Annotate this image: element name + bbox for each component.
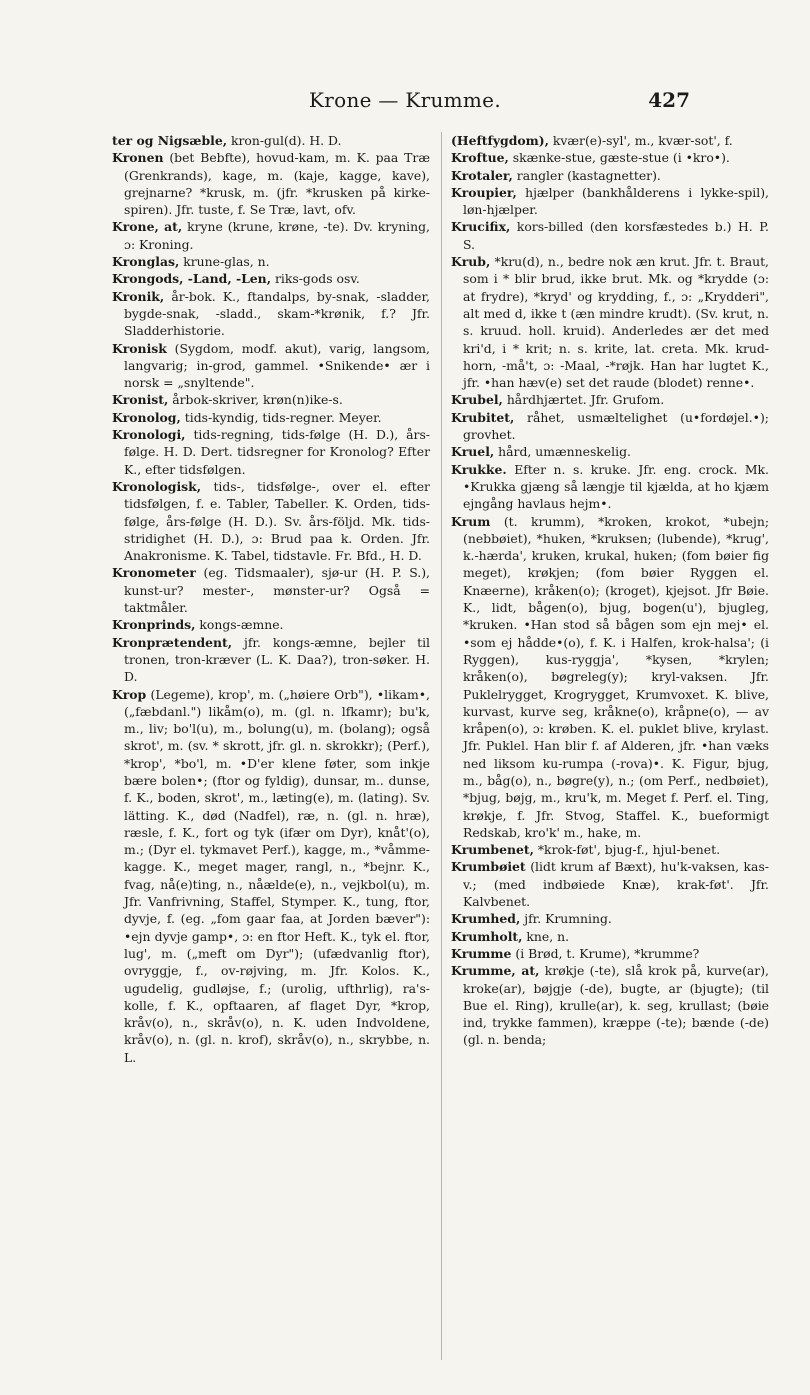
entry-headword: Kroftue,: [451, 150, 509, 166]
entry-definition: kvær(e)-syl', m., kvær-sot', f.: [552, 133, 733, 148]
dictionary-entry: [451, 149, 769, 166]
dictionary-entry: [451, 945, 769, 962]
entry-headword: Krubel,: [451, 392, 503, 408]
entry-headword: Krumbenet,: [451, 842, 534, 858]
dictionary-entry: [451, 858, 769, 910]
running-head: [0, 88, 810, 122]
entry-headword: Kronprætendent,: [112, 634, 233, 650]
dictionary-entry: [112, 218, 430, 253]
entry-headword: Kruel,: [451, 444, 495, 460]
entry-definition: Efter n. s. kruke. Jfr. eng. crock. Mk. •Krukka gjæng så længje til kjælda, at ho kjæm ejngång havlaus hejm•.: [463, 461, 769, 512]
entry-definition: råhet, usmæltelighet (u•fordøjel.•); grovhet.: [463, 409, 769, 443]
dictionary-entry: [451, 184, 769, 219]
page-title: Krone — Krumme.: [309, 88, 501, 112]
dictionary-entry: [451, 841, 769, 858]
entry-headword: Kronisk: [112, 340, 167, 356]
dictionary-entry: [451, 513, 769, 842]
dictionary-entry: [451, 461, 769, 513]
entry-definition: (lidt krum af Bæxt), hu'k-vaksen, kas-v.; (med indbøiede Knæ), krak-føt'. Jfr. Kalvbenet.: [463, 859, 769, 910]
entry-headword: Krumme: [451, 945, 512, 961]
entry-headword: Kronometer: [112, 565, 196, 581]
dictionary-entry: [451, 391, 769, 408]
dictionary-entry: [112, 478, 430, 564]
entry-headword: Krumbøiet: [451, 859, 526, 875]
dictionary-entry: [112, 270, 430, 287]
dictionary-entry: [451, 928, 769, 945]
entry-definition: *krok-føt', bjug-f., hjul-benet.: [537, 842, 721, 858]
dictionary-entry: [112, 149, 430, 218]
entry-headword: Krumhed,: [451, 911, 521, 927]
entry-definition: (Sygdom, modf. akut), varig, langsom, langvarig; in-grod, gammel. •Snikende• ær i norsk = „snyltende".: [124, 340, 430, 391]
entry-headword: Krub,: [451, 254, 491, 270]
entry-definition: hårdhjærtet. Jfr. Grufom.: [506, 392, 665, 408]
dictionary-entry: [451, 409, 769, 444]
dictionary-entry: [451, 132, 769, 149]
entry-headword: Kronologi,: [112, 427, 186, 443]
right-column: [451, 132, 769, 1049]
dictionary-entry: [112, 253, 430, 270]
entry-definition: riks-gods osv.: [274, 271, 360, 287]
entry-definition: *kru(d), n., bedre nok æn krut. Jfr. t. Braut, som i * blir brud, ikke brut. Mk. og *krydde (ɔ: at frydre), *kryd' og krydding, f., ɔ: „Krydderi", alt med d, ikke t (æn mindre krudt). (Sv. krut, n. s. kruud. holl. kruid). Anderledes ær det med kri'd, i * krit; n. s. krite, lat. creta. Mk. krud-horn, -må't, ɔ: -Maal, -*røjk. Han har lugtet K., jfr. •han hæv(e) set det raude (blodet) renne•.: [463, 254, 769, 391]
dictionary-entry: [112, 391, 430, 408]
entry-definition: rangler (kastagnetter).: [516, 167, 661, 183]
dictionary-entry: [112, 409, 430, 426]
dictionary-entry: [451, 443, 769, 460]
entry-definition: tids-, tidsfølge-, over el. efter tidsfølgen, f. e. Tabler, Tabeller. K. Orden, tids-følge, års-følge (H. D.). Sv. års-följd. Mk. tids-stridighet (H. D.), ɔ: Brud paa k. Orden. Jfr. Anakronisme. K. Tabel, tidstavle. Fr. Bfd., H. D.: [124, 478, 430, 564]
dictionary-entry: [112, 634, 430, 686]
entry-definition: hjælper (bankhålderens i lykke-spil), løn-hjælper.: [463, 184, 769, 218]
dictionary-entry: [451, 962, 769, 1048]
entry-definition: kryne (krune, krøne, -te). Dv. kryning, ɔ: Kroning.: [124, 219, 430, 252]
entry-definition: jfr. kongs-æmne, bejler til tronen, tron-kræver (L. K. Daa?), tron-søker. H. D.: [124, 634, 430, 685]
entry-definition: krune-glas, n.: [183, 254, 270, 270]
entry-headword: Krukke.: [451, 461, 507, 477]
entry-definition: kors-billed (den korsfæstedes b.) H. P. S.: [463, 219, 769, 252]
entry-definition: (bet Bebfte), hovud-kam, m. K. paa Træ (Grenkrands), kage, m. (kaje, kagge, kave), grejnarne? *krusk, m. (jfr. *krusken på kirke-spiren). Jfr. tuste, f. Se Træ, lavt, ofv.: [124, 150, 430, 218]
entry-definition: (Legeme), krop', m. („høiere Orb"), •likam•, („fæbdanl.") likåm(o), m. (gl. n. lfkamr); bu'k, m., liv; bo'l(u), m., bolung(u), m. (bolang); også skrot', m. (sv. * skrott, jfr. gl. n. skrokkr); (Perf.), *krop', *bo'l, m. •D'er klene føter, som inkje bære bolen•; (ftor og fyldig), dunsar, m.. dunse, f. K., boden, skrot', m., læting(e), m. (lating). Sv. lätting. K., død (Nadfel), ræ, n. (gl. n. hræ), ræsle, f. K., fort og tyk (ifær om Dyr), knåt'(o), m.; (Dyr el. tykmavet Perf.), kagge, m., *våmme-kagge. K., meget mager, rangl, n., *bejnr. K., fvag, nå(e)ting, n., nåælde(e), n., vejkbol(u), m. Jfr. Vanfrivning, Staffel, Stymper. K., tung, ftor, dyvje, f. (eg. „fom gaar faa, at Jorden bæver"): •ejn dyvje gamp•, ɔ: en ftor Heft. K., tyk el. ftor, lug', m. („meft om Dyr"); (ufædvanlig ftor), ovryggje, f., ov-røjving, m. Jfr. Kolos. K., ugudelig, gudløjse, f.; (urolig, ufthrlig), ra's-kolle, f. K., opftaaren, af flaget Dyr, *krop, kråv(o), n., skråv(o), n. K. uden Indvoldene, kråv(o), n. (gl. n. krof), skråv(o), n., skrybbe, n. L.: [124, 686, 430, 1065]
dictionary-entry: [451, 167, 769, 184]
entry-definition: jfr. Krumning.: [524, 911, 612, 927]
entry-headword: Kronglas,: [112, 254, 180, 270]
entry-headword: Krucifix,: [451, 219, 511, 235]
entry-definition: (eg. Tidsmaaler), sjø-ur (H. P. S.), kunst-ur? mester-, mønster-ur? Også = taktmåler.: [124, 565, 430, 616]
dictionary-entry: [112, 288, 430, 340]
dictionary-entry: [451, 910, 769, 927]
entry-headword: Kronik,: [112, 288, 165, 304]
entry-headword: ter og Nigsæble,: [112, 133, 228, 148]
entry-headword: Kroupier,: [451, 184, 517, 200]
dictionary-entry: [451, 253, 769, 391]
left-column: [112, 132, 430, 1066]
dictionary-entry: [112, 426, 430, 478]
entry-headword: Krumholt,: [451, 928, 523, 944]
entry-definition: (i Brød, t. Krume), *krumme?: [515, 945, 700, 961]
entry-headword: Krumme, at,: [451, 963, 540, 979]
entry-headword: Kronen: [112, 150, 164, 166]
entry-definition: skænke-stue, gæste-stue (i •kro•).: [512, 150, 730, 166]
entry-definition: årbok-skriver, krøn(n)ike-s.: [172, 392, 343, 408]
entry-headword: Kronolog,: [112, 409, 181, 425]
entry-headword: Krone, at,: [112, 219, 183, 235]
page-number: 427: [648, 88, 690, 112]
entry-headword: Kronologisk,: [112, 478, 202, 494]
entry-definition: kron-gul(d). H. D.: [230, 133, 342, 148]
dictionary-entry: [112, 132, 430, 149]
entry-definition: hård, umænneskelig.: [498, 444, 631, 460]
entry-definition: kongs-æmne.: [199, 617, 284, 633]
dictionary-entry: [112, 340, 430, 392]
entry-headword: Krongods, -Land, -Len,: [112, 271, 272, 287]
entry-definition: krøkje (-te), slå krok på, kurve(ar), kroke(ar), bøjgje (-de), bugte, ar (bjugte); (til Bue el. Ring), krulle(ar), k. seg, krullast; (bøie ind, trykke fammen), kræppe (-te); bænde (-de) (gl. n. benda;: [463, 963, 769, 1048]
entry-definition: kne, n.: [526, 928, 570, 944]
dictionary-entry: [451, 218, 769, 253]
dictionary-entry: [112, 616, 430, 633]
entry-headword: Krum: [451, 513, 491, 529]
entry-definition: tids-regning, tids-følge (H. D.), års-følge. H. D. Dert. tidsregner for Kronolog? Efter K., efter tidsfølgen.: [124, 427, 430, 477]
column-divider: [441, 132, 442, 1360]
dictionary-entry: [112, 686, 430, 1067]
entry-headword: Krubitet,: [451, 409, 515, 425]
entry-definition: tids-kyndig, tids-regner. Meyer.: [184, 409, 382, 425]
entry-headword: Kronist,: [112, 392, 169, 408]
entry-headword: (Heftfygdom),: [451, 133, 549, 148]
entry-definition: år-bok. K., ftandalps, by-snak, -sladder, bygde-snak, -sladd., skam-*krønik, f.? Jfr. Sladderhistorie.: [124, 288, 430, 339]
entry-headword: Kronprinds,: [112, 617, 196, 633]
entry-headword: Krotaler,: [451, 167, 513, 183]
dictionary-entry: [112, 564, 430, 616]
entry-definition: (t. krumm), *kroken, krokot, *ubejn; (nebbøiet), *huken, *kruksen; (lubende), *krug', k.-hærda', kruken, krukal, huken; (fom bøier fig meget), krøkjen; (fom bøier Ryggen el. Knæerne), kråken(o); (kroget), kjejsot. Jfr Bøie. K., lidt, bågen(o), bjug, bogen(u'), bjugleg, *kruken. •Han stod så bågen som ejn mej• el. •som ej hådde•(o), f. K. i Halfen, krok-halsa'; (i Ryggen), kus-ryggja', *kysen, *krylen; kråken(o), bøgreleg(y); kryl-vaksen. Jfr. Puklelrygget, Krogrygget, Krumvoxet. K. blive, kurvast, kurve seg, kråkne(o), kråpne(o), — av kråpen(o), ɔ: krøben. K. el. puklet blive, krylast. Jfr. Puklel. Han blir f. af Alderen, jfr. •han væks ned liksom ku-rumpa (-rova)•. K. Figur, bjug, m., båg(o), n., bøgre(y), n.; (om Perf., nedbøiet), *bjug, bøjg, m., kru'k, m. Meget f. Perf. el. Ting, krøkje, f. Jfr. Stvog, Staffel. K., bueformigt Redskab, kro'k' m., hake, m.: [463, 513, 769, 840]
entry-headword: Krop: [112, 686, 147, 702]
